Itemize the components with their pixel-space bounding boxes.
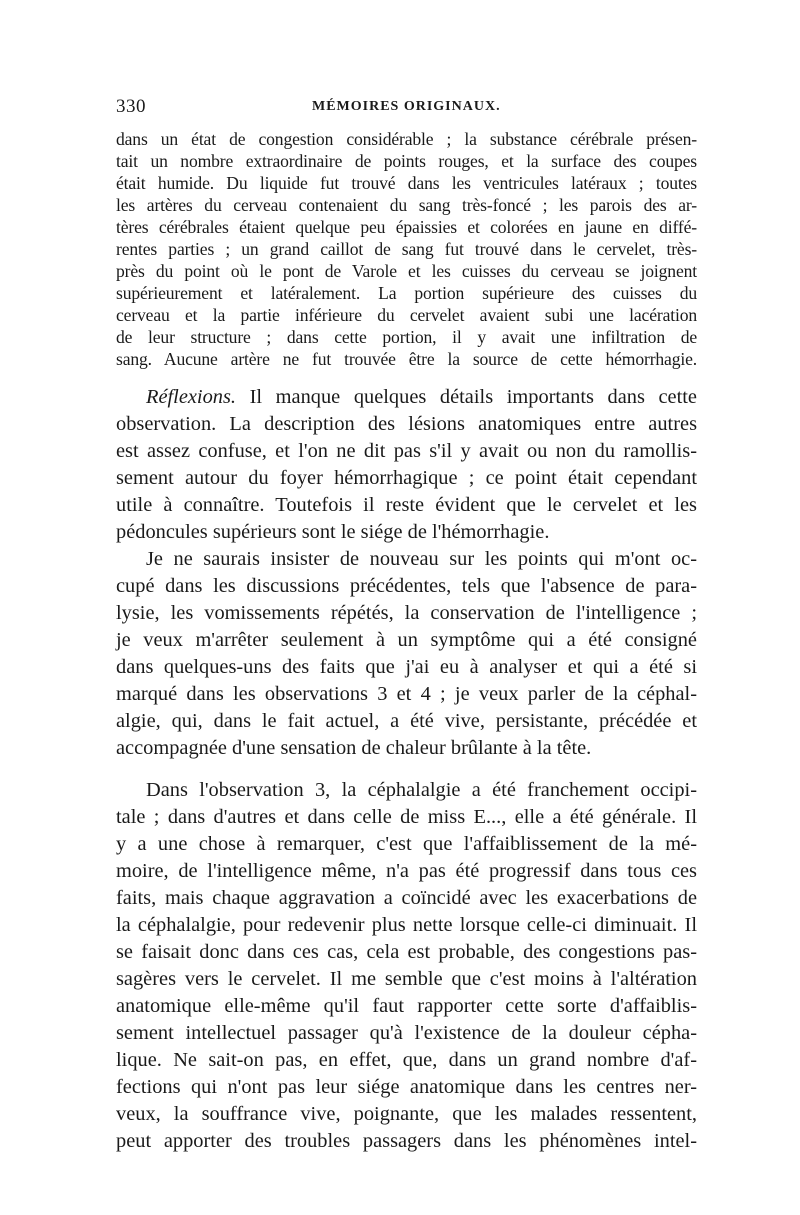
- text-line: lique. Ne sait-on pas, en effet, que, dans un grand nombre d'af-: [116, 1049, 697, 1071]
- reflexions-first-line: Il manque quelques détails importants dans cette: [236, 386, 697, 408]
- text-line: peut apporter des troubles passagers dans les phénomènes intel-: [116, 1130, 697, 1152]
- text-line: tale ; dans d'autres et dans celle de miss E..., elle a été générale. Il: [116, 806, 697, 828]
- text-line: accompagnée d'une sensation de chaleur brûlante à la tête.: [116, 737, 592, 759]
- reflexions-label: Réflexions.: [146, 386, 237, 408]
- text-line: tait un nombre extraordinaire de points rouges, et la surface des coupes: [116, 151, 697, 171]
- text-line: anatomique elle-même qu'il faut rapporter cette sorte d'affaiblis-: [116, 995, 697, 1017]
- text-line: marqué dans les observations 3 et 4 ; je veux parler de la céphal-: [116, 683, 697, 705]
- text-line: cerveau et la partie inférieure du cervelet avaient subi une lacération: [116, 305, 697, 325]
- text-line: y a une chose à remarquer, c'est que l'affaiblissement de la mé-: [116, 833, 697, 855]
- text-line: tères cérébrales étaient quelque peu épaissies et colorées en jaune en diffé-: [116, 217, 697, 237]
- text-line: près du point où le pont de Varole et les cuisses du cerveau se joignent: [116, 261, 697, 281]
- text-line: veux, la souffrance vive, poignante, que les malades ressentent,: [116, 1103, 697, 1125]
- text-line: sement autour du foyer hémorrhagique ; ce point était cependant: [116, 467, 697, 489]
- running-head: MÉMOIRES ORIGINAUX.: [312, 99, 501, 114]
- text-line: faits, mais chaque aggravation a coïncidé avec les exacerbations de: [116, 887, 697, 909]
- text-line: était humide. Du liquide fut trouvé dans les ventricules latéraux ; toutes: [116, 173, 697, 193]
- text-line: sagères vers le cervelet. Il me semble que c'est moins à l'altération: [116, 968, 697, 990]
- text-line: je veux m'arrêter seulement à un symptôme qui a été consigné: [116, 629, 697, 651]
- text-line: les artères du cerveau contenaient du sang très-foncé ; les parois des ar-: [116, 195, 697, 215]
- text-line: dans quelques-uns des faits que j'ai eu à analyser et qui a été si: [116, 656, 697, 678]
- text-line: algie, qui, dans le fait actuel, a été vive, persistante, précédée et: [116, 710, 697, 732]
- text-line: utile à connaître. Toutefois il reste évident que le cervelet et les: [116, 494, 697, 516]
- text-line: moire, de l'intelligence même, n'a pas été progressif dans tous ces: [116, 860, 697, 882]
- text-line: la céphalalgie, pour redevenir plus nette lorsque celle-ci diminuait. Il: [116, 914, 697, 936]
- text-line: lysie, les vomissements répétés, la conservation de l'intelligence ;: [116, 602, 697, 624]
- page-number: 330: [116, 96, 146, 117]
- text-line: dans un état de congestion considérable ; la substance cérébrale présen-: [116, 129, 697, 149]
- text-line: rentes parties ; un grand caillot de sang fut trouvé dans le cervelet, très-: [116, 239, 697, 259]
- text-line: cupé dans les discussions précédentes, tels que l'absence de para-: [116, 575, 697, 597]
- text-line: observation. La description des lésions anatomiques entre autres: [116, 413, 697, 435]
- text-line: Dans l'observation 3, la céphalalgie a été franchement occipi-: [146, 779, 697, 801]
- text-line: Je ne saurais insister de nouveau sur les points qui m'ont oc-: [146, 548, 697, 570]
- text-line: sement intellectuel passager qu'à l'existence de la douleur cépha-: [116, 1022, 697, 1044]
- text-line: sang. Aucune artère ne fut trouvée être la source de cette hémorrhagie.: [116, 349, 697, 369]
- text-line: de leur structure ; dans cette portion, il y avait une infiltration de: [116, 327, 697, 347]
- text-line: se faisait donc dans ces cas, cela est probable, des congestions pas-: [116, 941, 697, 963]
- text-line: supérieurement et latéralement. La portion supérieure des cuisses du: [116, 283, 697, 303]
- text-line: est assez confuse, et l'on ne dit pas s'il y avait ou non du ramollis-: [116, 440, 697, 462]
- text-line: [146, 384, 697, 411]
- text-line: pédoncules supérieurs sont le siége de l'hémorrhagie.: [116, 521, 550, 543]
- text-line: fections qui n'ont pas leur siége anatomique dans les centres ner-: [116, 1076, 697, 1098]
- page-header: [116, 96, 698, 120]
